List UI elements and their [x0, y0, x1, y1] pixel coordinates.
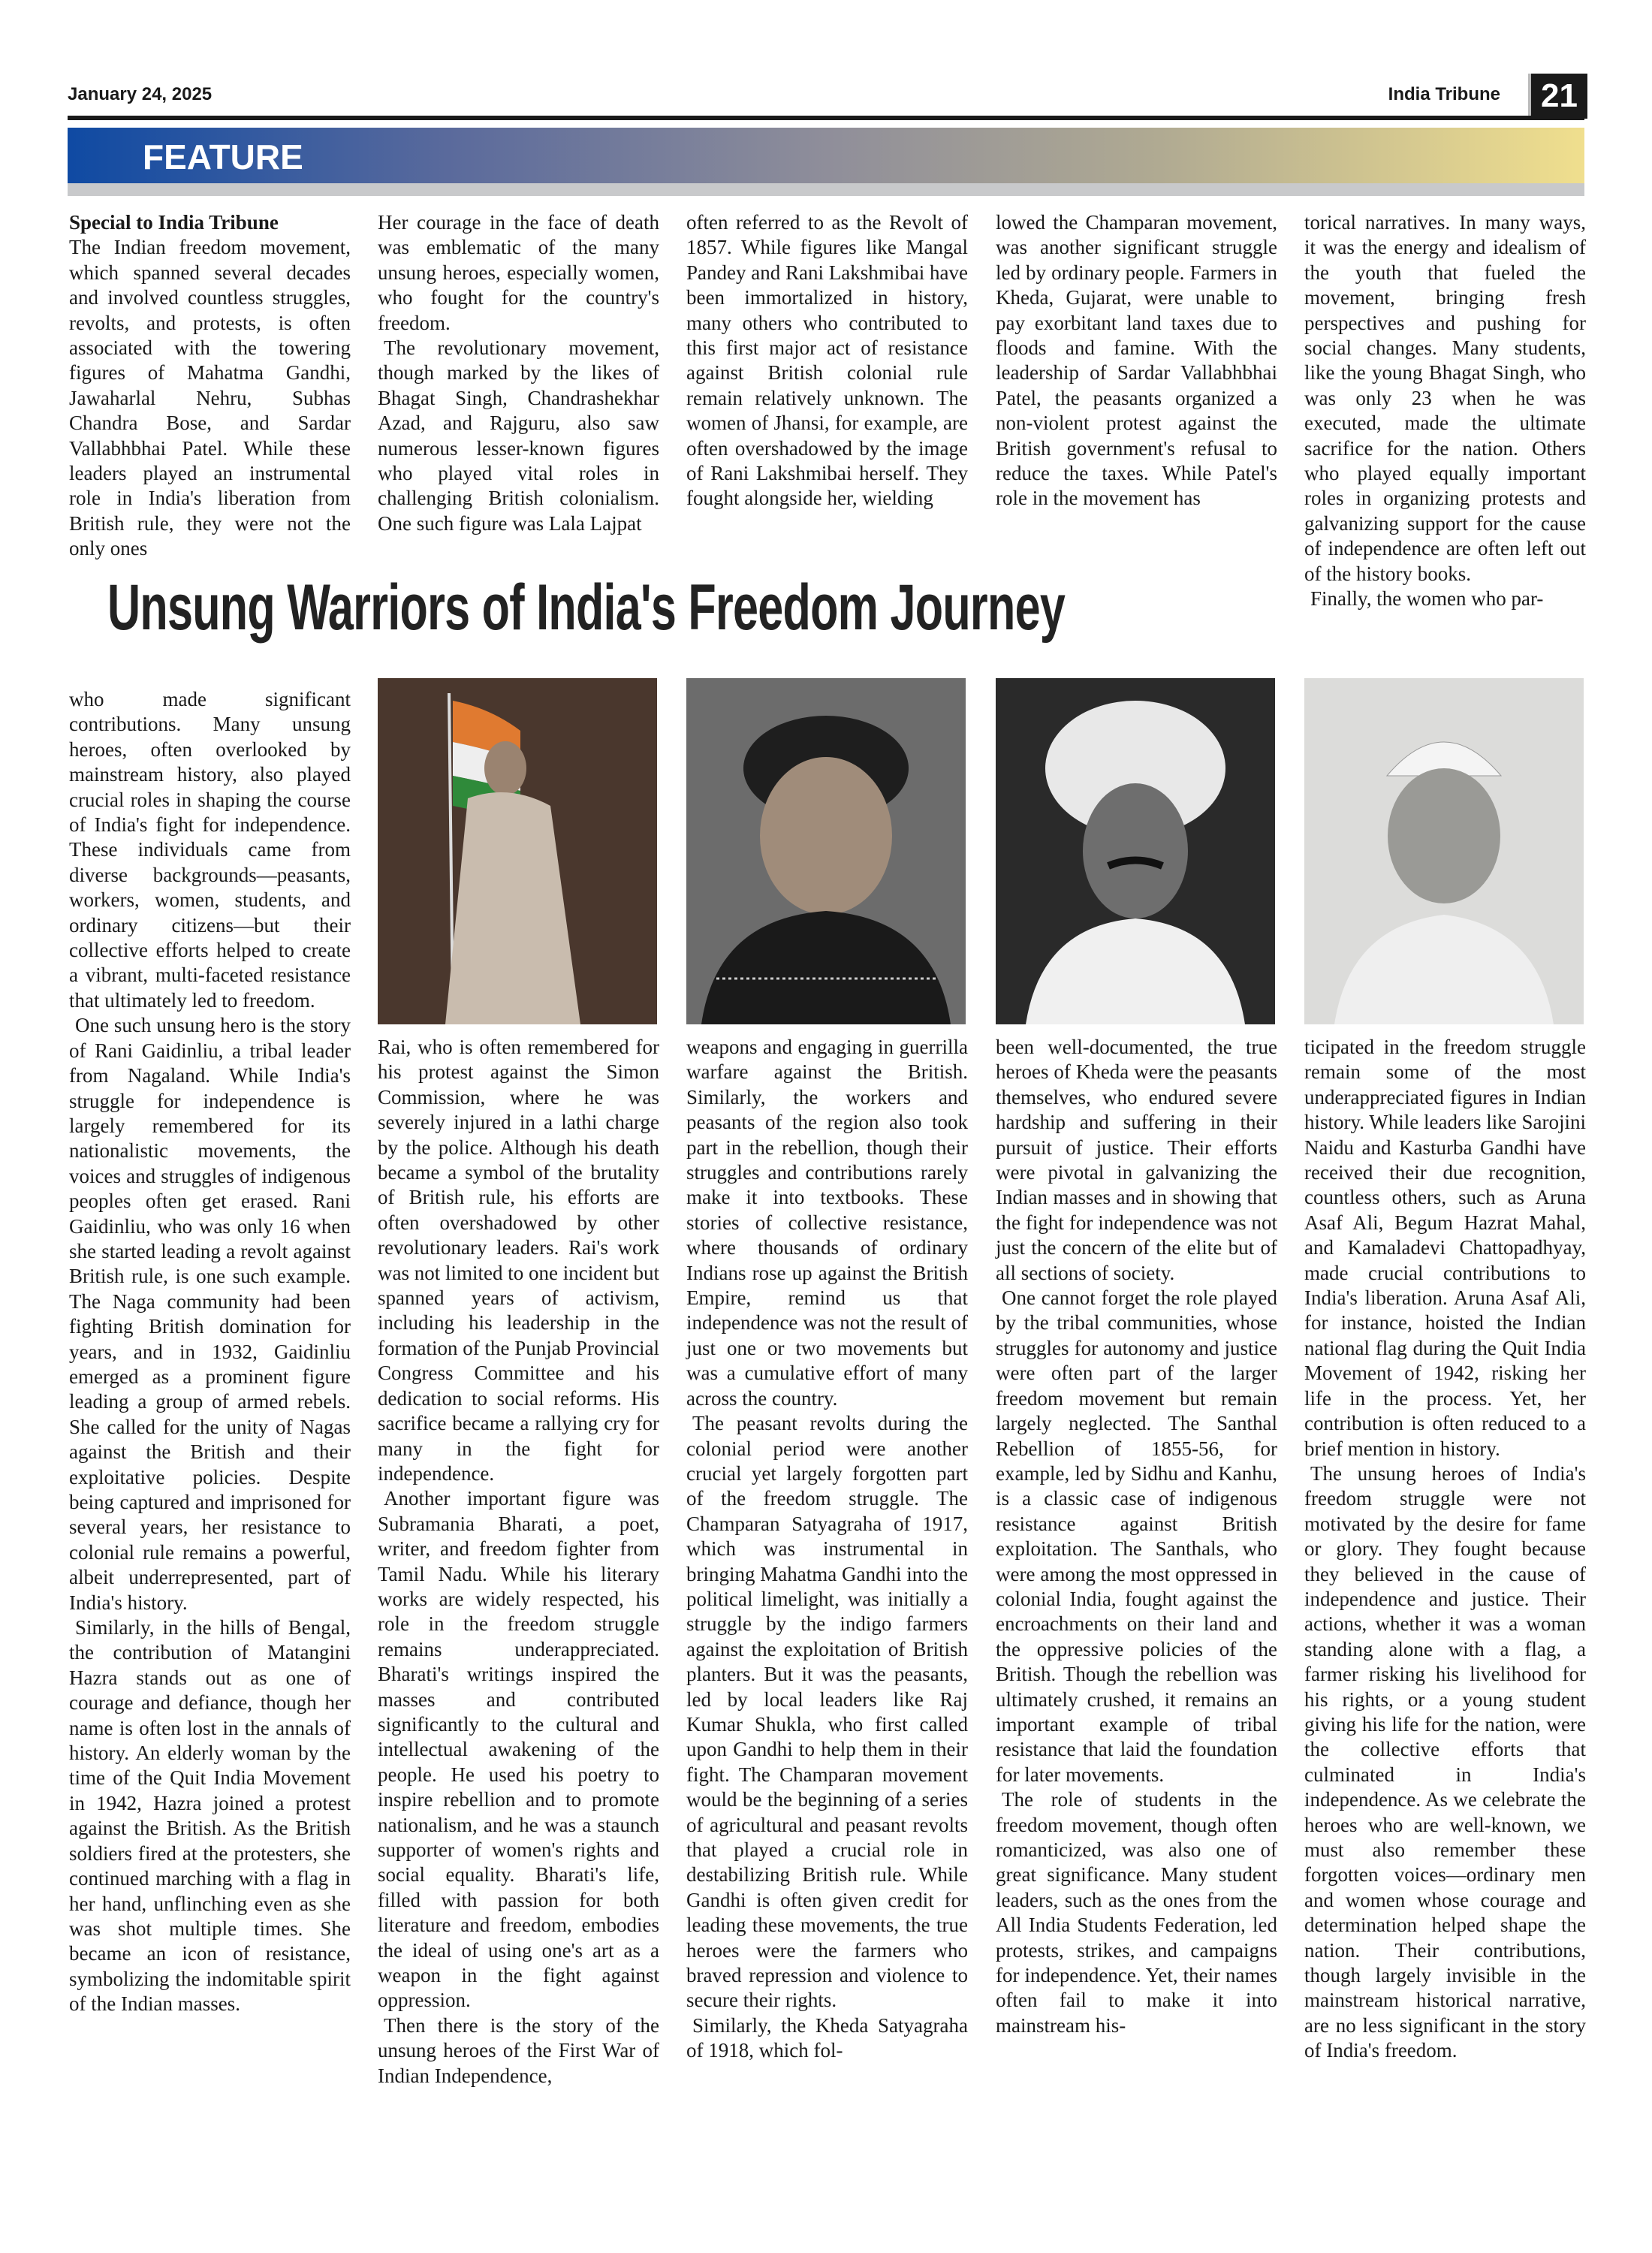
column-2-bottom [378, 1035, 659, 2089]
paragraph: The role of students in the freedom movement, though often romanticized, was also one of great significance. Many student leaders, such as the ones from the All India Students Federation, led protests, strikes, and campaigns for independence. Yet, their names often fail to make it into mainstream his- [996, 1788, 1277, 2037]
paragraph: The Indian freedom movement, which spanned several decades and involved countless struggles, revolts, and protests, is often associated with the towering figures of Mahatma Gandhi, Jawaharlal Nehru, Subhas Chandra Bose, and Sardar Vallabhbhai Patel. While these leaders played an instrumental role in India's liberation from British rule, they were not the only ones [69, 236, 351, 560]
byline: Special to India Tribune [69, 211, 279, 234]
issue-date: January 24, 2025 [68, 84, 213, 104]
paragraph: Her courage in the face of death was emblematic of the many unsung heroes, especially women, who fought for the country's freedom. [378, 211, 659, 334]
column-1-bottom [69, 687, 351, 2017]
paragraph: The unsung heroes of India's freedom struggle were not motivated by the desire for fame or glory. They fought because they believed in the cause of independence and justice. Their actions, whether it was a woman standing alone with a flag, a farmer risking his livelihood for his rights, or a young student giving his life for the nation, were the collective efforts that culminated in India's independence. As we celebrate the heroes who are well-known, we must also remember these forgotten voices—ordinary men and women whose courage and determination helped shape the nation. Their contributions, though largely invisible in the mainstream historical narrative, are no less significant in the story of India's freedom. [1304, 1461, 1586, 2062]
header-rule [68, 116, 1584, 120]
paragraph: One cannot forget the role played by the tribal communities, whose struggles for autonomy and justice were often part of the larger freedom movement but remain largely neglected. The Santhal Rebellion of 1855-56, for example, led by Sidhu and Kanhu, is a classic case of indigenous resistance against British exploitation. The Santhals, who were among the most oppressed in colonial India, fought against the encroachments on their land and the oppressive policies of the British. Though the rebellion was ultimately crushed, it remains an important example of tribal resistance that laid the foundation for later movements. [996, 1286, 1277, 1786]
column-2-top [378, 210, 659, 536]
paragraph: The revolutionary movement, though marked by the likes of Bhagat Singh, Chandrashekhar Azad, and Rajguru, also saw numerous lesser-known figures who played vital roles in challenging British colonialism. One such figure was Lala Lajpat [378, 336, 659, 535]
paragraph: Finally, the women who par- [1310, 587, 1544, 611]
paragraph: Then there is the story of the unsung heroes of the First War of Indian Independence, [378, 2013, 659, 2087]
paragraph: lowed the Champaran movement, was another significant struggle led by ordinary people. Farmers in Kheda, Gujarat, were unable to pay exorbitant land taxes due to floods and famine. With the leadership of Sardar Vallabhbhai Patel, the peasants organized a non-violent protest against the British government's refusal to reduce the taxes. While Patel's role in the movement has [996, 211, 1277, 510]
photo-woman-with-flag [378, 678, 657, 1024]
column-5-top [1304, 210, 1586, 612]
paragraph: The peasant revolts during the colonial period were another crucial yet largely forgotten part of the freedom struggle. The Champaran Satyagraha of 1917, which was instrumental in bringing Mahatma Gandhi into the political limelight, was initially a struggle by the indigo farmers against the exploitation of British planters. But it was the peasants, led by local leaders like Raj Kumar Shukla, who first called upon Gandhi to help them in their fight. The Champaran movement would be the beginning of a series of agricultural and peasant revolts that played a crucial role in destabilizing British rule. While Gandhi is often given credit for leading these movements, the true heroes were the farmers who braved repression and violence to secure their rights. [686, 1412, 968, 2012]
column-4-bottom [996, 1035, 1277, 2038]
paragraph: Rai, who is often remembered for his protest against the Simon Commission, where he was severely injured in a lathi charge by the police. Although his death became a symbol of the brutality of British rule, his efforts are often overshadowed by other revolutionary leaders. Rai's work was not limited to one incident but spanned years of activism, including his leadership in the formation of the Punjab Provincial Congress Committee and his dedication to social reforms. His sacrifice became a rallying cry for many in the fight for independence. [378, 1036, 659, 1485]
paragraph: One such unsung hero is the story of Rani Gaidinliu, a tribal leader from Nagaland. While India's struggle for independence is largely remembered for its nationalistic movements, the voices and struggles of indigenous peoples often get erased. Rani Gaidinliu, who was only 16 when she started leading a revolt against British rule, is one such example. The Naga community had been fighting British domination for years, and in 1932, Gaidinliu emerged as a prominent figure leading a group of armed rebels. She called for the unity of Nagas against the British and their exploitative policies. Despite being captured and imprisoned for several years, her resistance to colonial rule remains a powerful, albeit underrepresented, part of India's history. [69, 1014, 351, 1614]
column-1-top [69, 210, 351, 562]
paragraph: weapons and engaging in guerrilla warfare against the British. Similarly, the workers and peasants of the region also took part in the rebellion, though their struggles and contributions rarely make it into textbooks. These stories of collective resistance, where thousands of ordinary Indians rose up against the British Empire, remind us that independence was not the result of just one or two movements but was a cumulative effort of many across the country. [686, 1036, 968, 1410]
paragraph: Similarly, in the hills of Bengal, the contribution of Matangini Hazra stands out as one of courage and defiance, though her name is often lost in the annals of history. An elderly woman by the time of the Quit India Movement in 1942, Hazra joined a protest against the British. As the British soldiers fired at the protesters, she continued marching with a flag in her hand, unflinching even as she was shot multiple times. She became an icon of resistance, symbolizing the indomitable spirit of the Indian masses. [69, 1616, 351, 2016]
paragraph: been well-documented, the true heroes of Kheda were the peasants themselves, who endured severe hardship and suffering in their pursuit of justice. Their efforts were pivotal in galvanizing the Indian masses and in showing that the fight for independence was not just the concern of the elite but of all sections of society. [996, 1036, 1277, 1284]
paragraph: ticipated in the freedom struggle remain some of the most underappreciated figures in Indian history. While leaders like Sarojini Naidu and Kasturba Gandhi have received their due recognition, countless others, such as Aruna Asaf Ali, Begum Hazrat Mahal, and Kamaladevi Chattopadhyay, made crucial contributions to India's liberation. Aruna Asaf Ali, for instance, hoisted the Indian national flag during the Quit India Movement of 1942, risking her life in the process. Yet, her contribution is often reduced to a brief mention in history. [1304, 1036, 1586, 1460]
page-number: 21 [1528, 74, 1587, 119]
column-4-top [996, 210, 1277, 511]
article-headline: Unsung Warriors of India's Freedom Journey [107, 572, 1066, 644]
paragraph: Another important figure was Subramania Bharati, a poet, writer, and freedom fighter from Tamil Nadu. While his literary works are widely respected, his role in the freedom struggle remains underappreciated. Bharati's writings inspired the masses and contributed significantly to the cultural and intellectual awakening of the people. He used his poetry to inspire rebellion and to promote nationalism, and he was a staunch supporter of women's rights and social equality. Bharati's life, filled with passion for both literature and freedom, embodies the ideal of using one's art as a weapon in the fight against oppression. [378, 1487, 659, 2012]
photo-rani-gaidinliu [686, 678, 966, 1024]
photo-subramania-bharati [996, 678, 1275, 1024]
photo-freedom-fighter-portrait [1304, 678, 1584, 1024]
banner-underline [68, 183, 1584, 196]
column-5-bottom [1304, 1035, 1586, 2064]
paragraph: torical narratives. In many ways, it was the energy and idealism of the youth that fueled the movement, bringing fresh perspectives and pushing for social changes. Many students, like the young Bhagat Singh, who was only 23 when he was executed, made the ultimate sacrifice for the nation. Others who played equally important roles in organizing protests and galvanizing support for the cause of independence are often left out of the history books. [1304, 211, 1586, 585]
section-label: FEATURE [143, 137, 303, 176]
paragraph: Similarly, the Kheda Satyagraha of 1918, which fol- [686, 2013, 968, 2062]
publication-name: India Tribune [1388, 84, 1500, 104]
column-3-bottom [686, 1035, 968, 2064]
column-3-top [686, 210, 968, 511]
paragraph: often referred to as the Revolt of 1857. While figures like Mangal Pandey and Rani Lakshmibai have been immortalized in history, many others who contributed to this first major act of resistance against British colonial rule remain relatively unknown. The women of Jhansi, for example, are often overshadowed by the image of Rani Lakshmibai herself. They fought alongside her, wielding [686, 211, 968, 510]
section-banner [68, 128, 1584, 183]
paragraph: who made significant contributions. Many unsung heroes, often overlooked by mainstream history, also played crucial roles in shaping the course of India's fight for independence. These individuals came from diverse backgrounds—peasants, workers, women, students, and ordinary citizens—but their collective efforts helped to create a vibrant, multi-faceted resistance that ultimately led to freedom. [69, 688, 351, 1012]
